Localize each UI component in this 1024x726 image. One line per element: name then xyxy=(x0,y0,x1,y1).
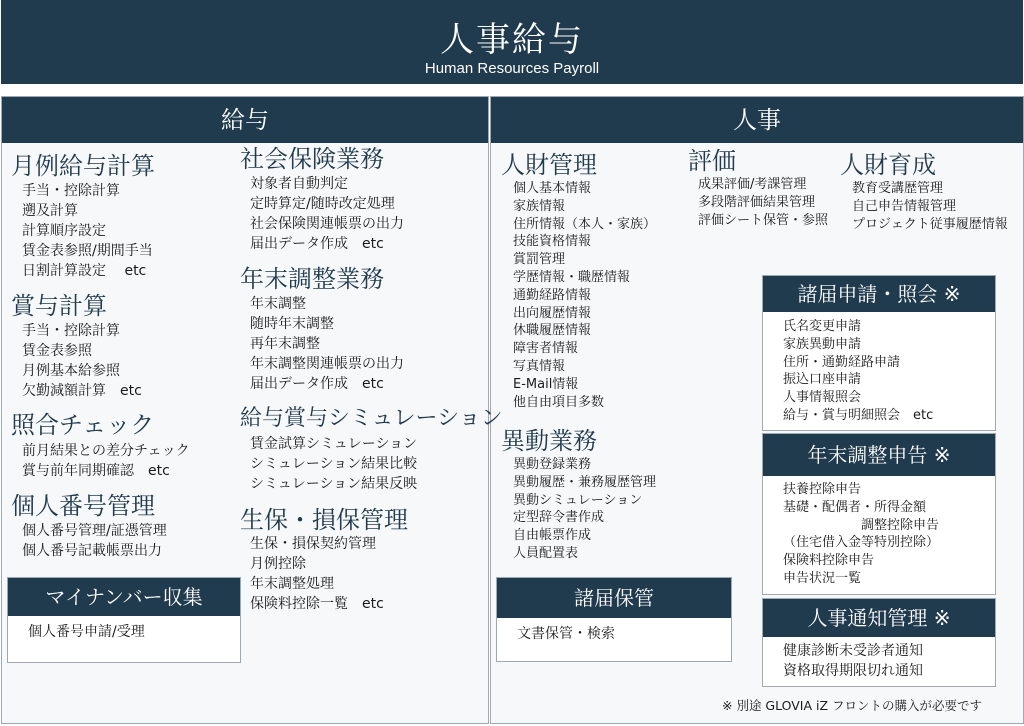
evaluation-title: 評価 xyxy=(688,147,736,175)
list-item: 日割計算設定 etc xyxy=(22,263,147,279)
transfer-list xyxy=(513,456,656,563)
page-title: 人事給与 xyxy=(440,20,584,60)
list-item: 年末調整処理 xyxy=(250,576,334,592)
list-item: 自由帳票作成 xyxy=(513,528,592,544)
mynumber-collect-box xyxy=(7,577,241,663)
list-item: 家族情報 xyxy=(513,198,566,214)
header-banner xyxy=(1,0,1023,84)
list-item: 保険料控除一覧 etc xyxy=(250,596,384,612)
list-item: シミュレーション結果比較 xyxy=(250,456,418,472)
hr-heading: 人事 xyxy=(491,97,1023,143)
bonus-list xyxy=(22,321,142,401)
list-item: 氏名変更申請 xyxy=(783,319,862,334)
list-item: 個人番号記載帳票出力 xyxy=(22,543,162,559)
list-item: 健康診断未受診者通知 xyxy=(783,643,923,659)
list-item: 評価シート保管・参照 xyxy=(698,212,829,228)
list-item: 生保・損保契約管理 xyxy=(250,536,376,552)
list-item: 調整控除申告 xyxy=(783,517,940,533)
list-item: 届出データ作成 etc xyxy=(250,236,384,252)
list-item: 計算順序設定 xyxy=(22,223,106,239)
list-item: 対象者自動判定 xyxy=(250,176,348,192)
list-item: 月例控除 xyxy=(250,556,306,572)
simulation-list xyxy=(250,434,417,494)
list-item: 申告状況一覧 xyxy=(783,570,862,586)
list-item: 人事情報照会 xyxy=(783,390,862,406)
list-item: 住所情報（本人・家族） xyxy=(513,216,657,232)
insurance-list xyxy=(250,534,384,614)
evaluation-list xyxy=(698,176,828,229)
page-subtitle: Human Resources Payroll xyxy=(424,60,600,77)
list-item: 技能資格情報 xyxy=(513,234,592,250)
list-item: 扶養控除申告 xyxy=(783,482,862,497)
yearend-apply-title: 年末調整申告 ※ xyxy=(763,434,995,476)
list-item: 個人番号管理/証憑管理 xyxy=(22,523,167,539)
list-item: 給与・賞与明細照会 etc xyxy=(783,407,934,423)
list-item: 休職履歴情報 xyxy=(513,323,592,339)
list-item: 定型辞令書作成 xyxy=(513,510,605,526)
list-item: 成果評価/考課管理 xyxy=(698,177,807,192)
list-item: 異動登録業務 xyxy=(513,457,592,472)
list-item: 前月結果との差分チェック xyxy=(22,443,190,459)
notice-box xyxy=(762,598,996,687)
social-insurance-title: 社会保険業務 xyxy=(240,145,384,173)
list-item: 他自由項目多数 xyxy=(513,394,605,410)
list-item: 個人基本情報 xyxy=(513,181,592,196)
list-item: 文書保管・検索 xyxy=(517,626,615,642)
monthly-payroll-list xyxy=(22,181,153,281)
list-item: 異動履歴・兼務履歴管理 xyxy=(513,474,657,490)
list-item: 定時算定/随時改定処理 xyxy=(250,196,395,212)
mynumber-collect-title: マイナンバー収集 xyxy=(8,578,240,616)
check-list xyxy=(22,441,190,481)
payroll-heading: 給与 xyxy=(2,97,488,143)
footnote: ※ 別途 GLOVIA iZ フロントの購入が必要です xyxy=(722,698,983,713)
list-item: 社会保険関連帳票の出力 xyxy=(250,216,404,232)
list-item: 資格取得期限切れ通知 xyxy=(783,663,923,679)
list-item: 賞罰管理 xyxy=(513,252,566,268)
mynumber-collect-list xyxy=(28,622,145,642)
list-item: 手当・控除計算 xyxy=(22,183,120,199)
list-item: 障害者情報 xyxy=(513,341,579,357)
bonus-title: 賞与計算 xyxy=(11,292,107,320)
list-item: 自己申告情報管理 xyxy=(852,198,957,214)
notice-title: 人事通知管理 ※ xyxy=(763,599,995,637)
list-item: 家族異動申請 xyxy=(783,336,862,352)
insurance-title: 生保・損保管理 xyxy=(240,506,408,534)
yearend-apply-box xyxy=(762,433,996,595)
yearend-title: 年末調整業務 xyxy=(240,265,384,293)
yearend-apply-list xyxy=(783,481,939,588)
docs-box xyxy=(496,577,732,662)
list-item: 学歴情報・職歴情報 xyxy=(513,269,631,285)
list-item: 保険料控除申告 xyxy=(783,553,875,569)
list-item: プロジェクト従事履歴情報 xyxy=(852,216,1008,232)
list-item: 随時年末調整 xyxy=(250,316,334,332)
list-item: 人員配置表 xyxy=(513,545,579,561)
mynumber-title: 個人番号管理 xyxy=(11,492,155,520)
list-item: 再年末調整 xyxy=(250,336,320,352)
transfer-title: 異動業務 xyxy=(501,427,597,455)
monthly-payroll-title: 月例給与計算 xyxy=(11,152,155,180)
mynumber-list xyxy=(22,521,167,561)
talent-list xyxy=(513,180,656,411)
docs-title: 諸届保管 xyxy=(497,578,731,618)
list-item: 教育受講歴管理 xyxy=(852,181,944,196)
requests-title: 諸届申請・照会 ※ xyxy=(763,276,995,312)
development-title: 人財育成 xyxy=(840,151,936,179)
requests-list xyxy=(783,318,933,425)
list-item: 遡及計算 xyxy=(22,203,78,219)
list-item: 振込口座申請 xyxy=(783,372,862,388)
requests-box xyxy=(762,275,996,431)
yearend-list xyxy=(250,294,404,394)
list-item: 通勤経路情報 xyxy=(513,287,592,303)
list-item: 個人番号申請/受理 xyxy=(28,624,145,640)
social-insurance-list xyxy=(250,174,404,254)
list-item: 賃金表参照/期間手当 xyxy=(22,243,153,259)
list-item: 賃金表参照 xyxy=(22,343,92,359)
list-item: 異動シミュレーション xyxy=(513,492,643,508)
docs-list xyxy=(517,624,615,644)
list-item: 賃金試算シミュレーション xyxy=(250,436,418,452)
talent-title: 人財管理 xyxy=(501,151,597,179)
list-item: 月例基本給参照 xyxy=(22,363,120,379)
simulation-title: 給与賞与シミュレーション xyxy=(240,406,503,431)
list-item: 賞与前年同期確認 etc xyxy=(22,463,170,479)
list-item: シミュレーション結果反映 xyxy=(250,476,418,492)
development-list xyxy=(852,180,1008,233)
list-item: 基礎・配偶者・所得金額 xyxy=(783,499,927,515)
check-title: 照合チェック xyxy=(11,411,155,439)
list-item: 届出データ作成 etc xyxy=(250,376,384,392)
list-item: E-Mail情報 xyxy=(513,376,579,392)
list-item: 出向履歴情報 xyxy=(513,305,592,321)
list-item: 多段階評価結果管理 xyxy=(698,194,816,210)
notice-list xyxy=(783,641,923,681)
list-item: 年末調整 xyxy=(250,296,306,312)
list-item: 写真情報 xyxy=(513,358,566,374)
list-item: 手当・控除計算 xyxy=(22,323,120,339)
list-item: 欠勤減額計算 etc xyxy=(22,383,142,399)
list-item: 住所・通勤経路申請 xyxy=(783,354,901,370)
list-item: （住宅借入金等特別控除） xyxy=(783,535,940,551)
list-item: 年末調整関連帳票の出力 xyxy=(250,356,404,372)
